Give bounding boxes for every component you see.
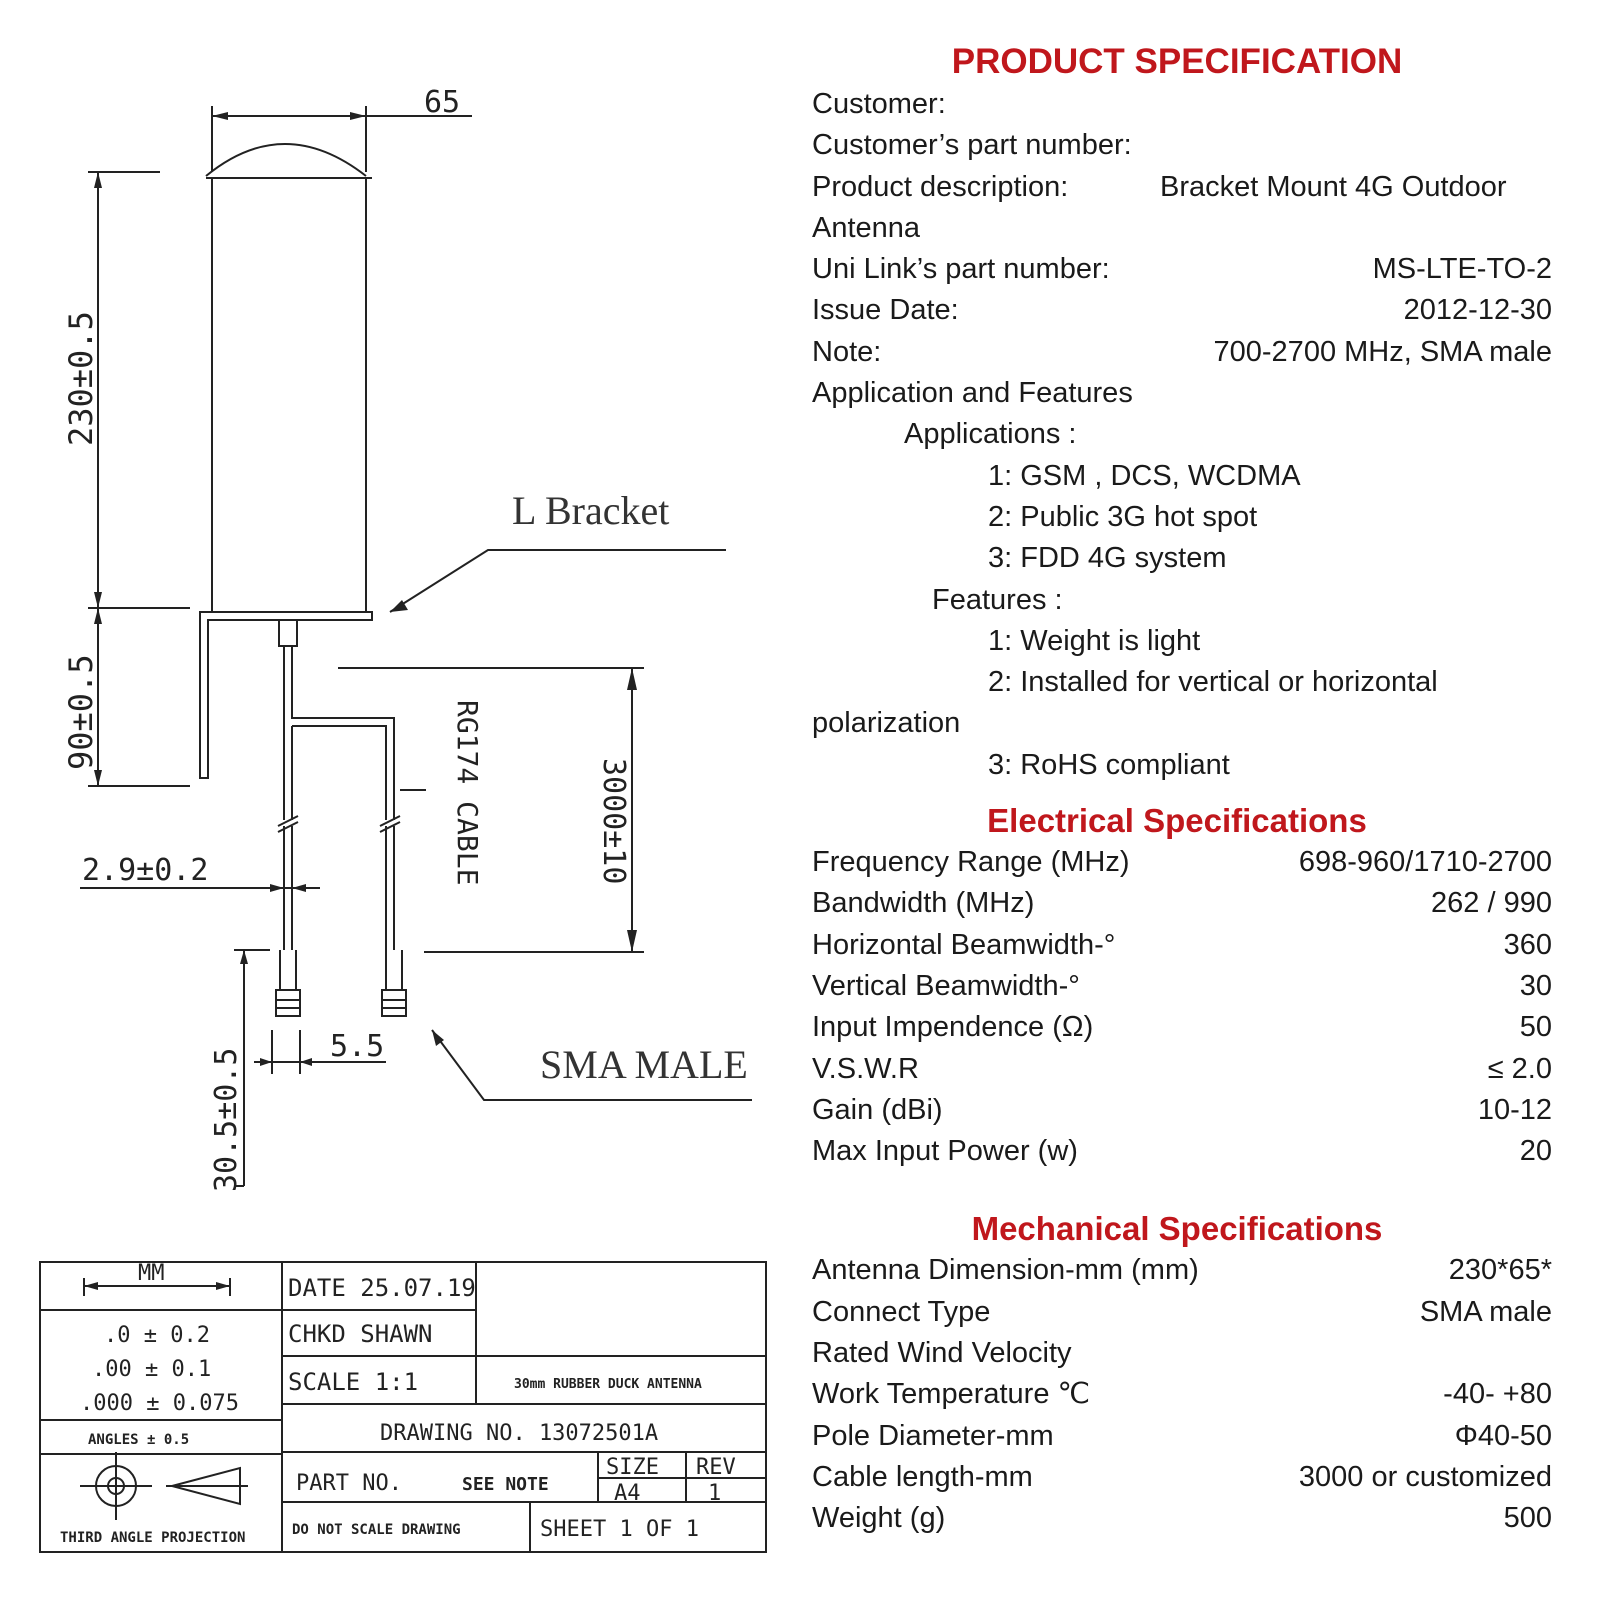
label-cable: RG174 CABLE [451, 700, 484, 886]
spec-title: PRODUCT SPECIFICATION [951, 42, 1403, 81]
mechanical-spec-row [812, 1457, 1552, 1498]
features-heading: Features : [932, 583, 1063, 616]
note-row [812, 332, 1552, 373]
mechanical-table [812, 1250, 1572, 1539]
feature-item: 2: Installed for vertical or horizontal [988, 666, 1438, 699]
dim-cable-length: 3000±10 [596, 758, 631, 885]
electrical-spec-row [812, 842, 1552, 883]
mechanical-title: Mechanical Specifications [971, 1210, 1383, 1248]
tb-rev-label: REV [696, 1455, 736, 1480]
electrical-spec-value: 30 [1519, 969, 1552, 1002]
mechanical-spec-value: -40- +80 [1443, 1378, 1552, 1411]
mechanical-spec-label: Weight (g) [812, 1502, 946, 1535]
applications-heading: Applications : [904, 418, 1077, 451]
description-value: Bracket Mount 4G Outdoor [1160, 170, 1507, 203]
electrical-spec-label: Input Impendence (Ω) [812, 1011, 1094, 1044]
dim-bracket: 90±0.5 [62, 654, 100, 770]
electrical-spec-value: 20 [1519, 1135, 1552, 1168]
mechanical-spec-row [812, 1498, 1552, 1539]
electrical-spec-label: Bandwidth (MHz) [812, 887, 1035, 920]
description-label: Product description: [812, 170, 1069, 203]
description-cont-row [812, 208, 1552, 249]
electrical-spec-label: Vertical Beamwidth-° [812, 969, 1080, 1002]
description-row [812, 167, 1552, 208]
note-label: Note: [812, 335, 882, 368]
mechanical-spec-label: Connect Type [812, 1295, 991, 1328]
feature-item-cont: polarization [812, 707, 961, 740]
tb-scale: SCALE 1:1 [288, 1368, 419, 1396]
tb-projection: THIRD ANGLE PROJECTION [60, 1530, 246, 1546]
tb-units: MM [138, 1261, 165, 1286]
mechanical-spec-row [812, 1333, 1552, 1374]
issue-row [812, 290, 1552, 331]
mechanical-spec-value: 3000 or customized [1298, 1460, 1552, 1493]
connector-left [276, 990, 300, 1016]
customer-part-row [812, 125, 1552, 166]
application-item: 2: Public 3G hot spot [988, 500, 1258, 533]
electrical-spec-row [812, 1007, 1552, 1048]
mechanical-spec-label: Antenna Dimension-mm (mm) [812, 1254, 1199, 1287]
dim-connector-width: 5.5 [330, 1029, 385, 1064]
electrical-spec-value: 360 [1503, 928, 1552, 961]
electrical-table [812, 842, 1572, 1172]
electrical-spec-label: Max Input Power (w) [812, 1135, 1078, 1168]
tb-chkd: CHKD SHAWN [288, 1320, 433, 1348]
electrical-spec-row [812, 1049, 1552, 1090]
mechanical-spec-label: Work Temperature ℃ [812, 1378, 1091, 1411]
dim-connector-length: 30.5±0.5 [209, 1047, 244, 1192]
note-value: 700-2700 MHz, SMA male [1213, 335, 1552, 368]
electrical-spec-row [812, 925, 1552, 966]
app-features-heading: Application and Features [812, 377, 1133, 410]
mechanical-spec-value: Φ40-50 [1454, 1419, 1552, 1452]
mechanical-spec-value: 230*65* [1448, 1254, 1552, 1287]
tb-angles: ANGLES ± 0.5 [88, 1432, 190, 1448]
mechanical-spec-label: Rated Wind Velocity [812, 1337, 1072, 1370]
tb-size-value: A4 [614, 1481, 641, 1506]
l-bracket [200, 612, 372, 778]
electrical-spec-value: 50 [1519, 1011, 1552, 1044]
tb-tol3: .000 ± 0.075 [80, 1391, 239, 1416]
mechanical-spec-value: 500 [1503, 1502, 1552, 1535]
electrical-spec-value: 10-12 [1477, 1093, 1552, 1126]
dim-cable-diameter: 2.9±0.2 [82, 853, 209, 888]
mechanical-spec-value: SMA male [1419, 1295, 1552, 1328]
specification-panel [812, 40, 1572, 1540]
tb-date: DATE 25.07.19 [288, 1274, 476, 1302]
mechanical-spec-row [812, 1292, 1552, 1333]
mechanical-spec-label: Cable length-mm [812, 1460, 1033, 1493]
tb-sheet: SHEET 1 OF 1 [540, 1517, 699, 1542]
tb-do-not-scale: DO NOT SCALE DRAWING [292, 1522, 461, 1538]
dim-height: 230±0.5 [62, 311, 100, 446]
tb-part-no: PART NO. [296, 1471, 402, 1496]
label-connector: SMA MALE [540, 1042, 748, 1087]
application-item: 1: GSM , DCS, WCDMA [988, 459, 1301, 492]
technical-drawing [0, 0, 790, 1600]
electrical-spec-value: 262 / 990 [1431, 887, 1552, 920]
electrical-spec-label: Frequency Range (MHz) [812, 846, 1130, 879]
label-bracket: L Bracket [512, 488, 670, 533]
antenna-body [212, 178, 366, 612]
unilink-label: Uni Link’s part number: [812, 253, 1110, 286]
unilink-value: MS-LTE-TO-2 [1372, 253, 1552, 286]
tb-rev-value: 1 [708, 1481, 722, 1506]
issue-value: 2012-12-30 [1403, 294, 1552, 327]
tb-tol2: .00 ± 0.1 [92, 1357, 212, 1382]
antenna-dome [206, 144, 366, 176]
electrical-spec-row [812, 1131, 1552, 1172]
tb-size-label: SIZE [606, 1455, 659, 1480]
issue-label: Issue Date: [812, 294, 959, 327]
tb-title: 30mm RUBBER DUCK ANTENNA [514, 1377, 702, 1392]
electrical-spec-value: 698-960/1710-2700 [1298, 846, 1552, 879]
mechanical-spec-row [812, 1374, 1552, 1415]
electrical-spec-label: Horizontal Beamwidth-° [812, 928, 1116, 961]
electrical-spec-label: Gain (dBi) [812, 1093, 943, 1126]
electrical-spec-row [812, 883, 1552, 924]
cable-gland [279, 620, 297, 646]
tb-tol1: .0 ± 0.2 [104, 1323, 210, 1348]
description-cont: Antenna [812, 211, 921, 244]
application-item: 3: FDD 4G system [988, 542, 1227, 575]
electrical-title: Electrical Specifications [987, 802, 1367, 840]
dim-width: 65 [424, 85, 461, 120]
feature-item: 3: RoHS compliant [988, 748, 1230, 781]
connector-right [382, 990, 406, 1016]
mechanical-spec-row [812, 1250, 1552, 1291]
customer-label: Customer: [812, 88, 946, 120]
electrical-spec-label: V.S.W.R [812, 1052, 919, 1085]
electrical-spec-row [812, 966, 1552, 1007]
mechanical-spec-row [812, 1416, 1552, 1457]
customer-part-label: Customer’s part number: [812, 129, 1132, 162]
customer-row [812, 84, 1552, 125]
unilink-row [812, 249, 1552, 290]
electrical-spec-value: ≤ 2.0 [1487, 1052, 1552, 1085]
mechanical-spec-label: Pole Diameter-mm [812, 1419, 1054, 1452]
drawing-svg [0, 0, 790, 1600]
feature-item: 1: Weight is light [988, 624, 1201, 657]
tb-see-note: SEE NOTE [462, 1474, 549, 1495]
tb-drawing-no: DRAWING NO. 13072501A [380, 1421, 659, 1446]
electrical-spec-row [812, 1090, 1552, 1131]
